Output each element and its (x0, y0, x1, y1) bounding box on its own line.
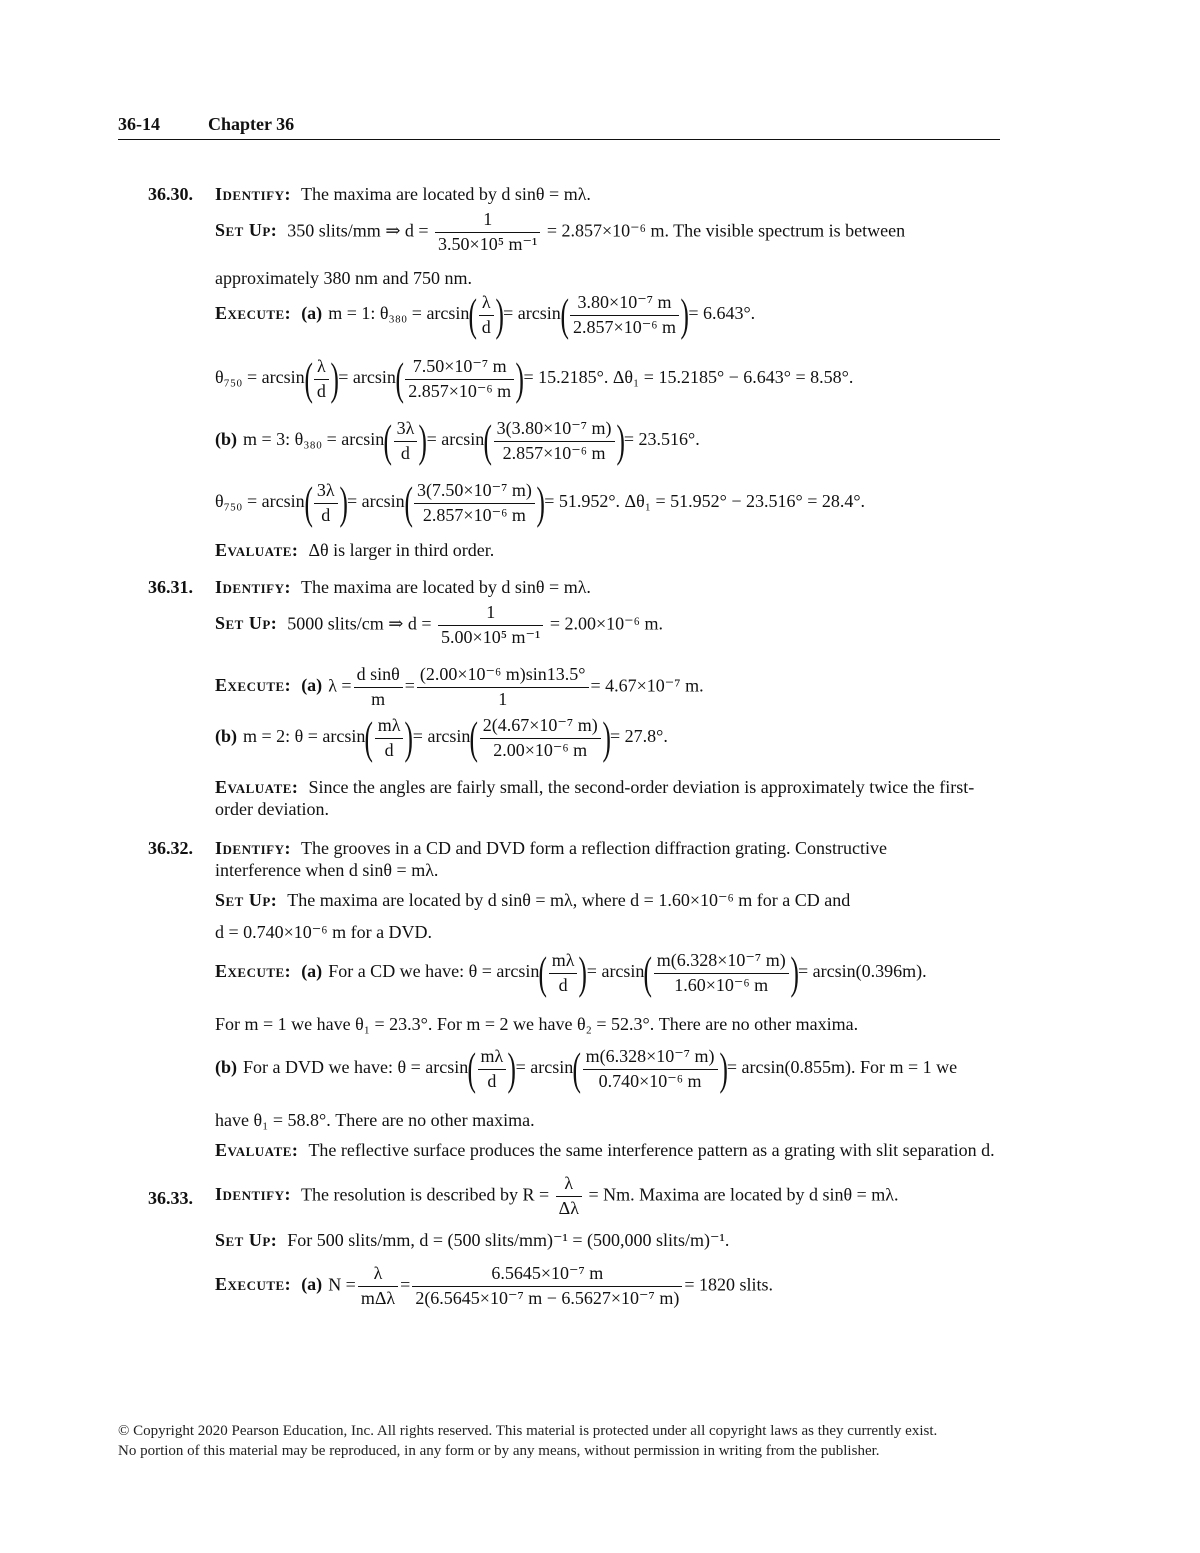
copyright-line-2: No portion of this material may be reproduced, in any form or by any means, without permission in writing from the publisher. (118, 1442, 880, 1459)
identify-line: Identify: The maxima are located by d sinθ = mλ. (215, 577, 591, 597)
page-header (118, 114, 1000, 140)
problem-number: 36.33. (148, 1188, 193, 1208)
execute-a-result: For m = 1 we have θ₁ = 23.3°. For m = 2 we have θ₂ = 52.3°. There are no other maxima. (215, 1014, 859, 1034)
copyright-line-1: © Copyright 2020 Pearson Education, Inc. All rights reserved. This material is protected under all copyright laws as they currently exist. (118, 1423, 938, 1439)
identify-line: Identify: The resolution is described by R = $\frac{\lambda}{\Delta\lambda}$ = Nm. Maxima are located by d sinθ = mλ. (215, 1173, 899, 1218)
setup-continuation: d = 0.740×10⁻⁶ m for a DVD. (215, 922, 433, 942)
execute-a-line: Execute: (a) For a CD we have: θ = arcsin( $\frac{m\lambda}{d}$ )= arcsin( $\frac{\text{m(6.328×10⁻⁷ m)}}{\text{1.60×10⁻⁶ m}}$ )= arcsin(0.396m). (215, 947, 927, 998)
setup-continuation: approximately 380 nm and 750 nm. (215, 268, 472, 288)
execute-b-line: (b) For a DVD we have: θ = arcsin( $\frac{m\lambda}{d}$ )= arcsin( $\frac{\text{m(6.328×10⁻⁷ m)}}{\text{0.740×10⁻⁶ m}}$ )= arcsin(0.855m). For m = 1 we (215, 1043, 958, 1094)
problem-number: 36.31. (148, 577, 193, 597)
execute-b-line: (b) m = 2: θ = arcsin( $\frac{m\lambda}{d}$ )= arcsin( $\frac{\text{2(4.67×10⁻⁷ m)}}{\text{2.00×10⁻⁶ m}}$ )= 27.8°. (215, 712, 668, 763)
execute-a-line: Execute: (a) m = 1: θ₃₈₀ = arcsin( $\frac{\lambda}{d}$ )= arcsin( $\frac{\text{3.80×10⁻⁷ m}}{\text{2.857×10⁻⁶ m}}$ )= 6.643°. (215, 289, 756, 340)
setup-line: Set Up: 5000 slits/cm ⇒ d = $\frac{1}{\text{5.00×10⁵ m⁻¹}}$ = 2.00×10⁻⁶ m. (215, 602, 663, 647)
execute-b2-line: θ₇₅₀ = arcsin( $\frac{3\lambda}{d}$ )= arcsin( $\frac{\text{3(7.50×10⁻⁷ m)}}{\text{2.857×10⁻⁶ m}}$ )= 51.952°. Δθ₁ = 51.952° − 23.516° = 28.4°. (215, 477, 866, 528)
evaluate-line: Evaluate: The reflective surface produces the same interference pattern as a grating with slit separation d. (215, 1140, 995, 1160)
identify-line: Identify: The grooves in a CD and DVD form a reflection diffraction grating. Constructive interference when d sinθ = mλ. (215, 838, 888, 880)
execute-a2-line: θ₇₅₀ = arcsin( $\frac{\lambda}{d}$ )= arcsin( $\frac{\text{7.50×10⁻⁷ m}}{\text{2.857×10⁻⁶ m}}$ )= 15.2185°. Δθ₁ = 15.2185° − 6.643° = 8.58°. (215, 353, 854, 404)
evaluate-line: Evaluate: Since the angles are fairly small, the second-order deviation is approximately twice the first-order deviation. (215, 777, 975, 819)
evaluate-line: Evaluate: Δθ is larger in third order. (215, 540, 495, 560)
setup-line: Set Up: The maxima are located by d sinθ = mλ, where d = 1.60×10⁻⁶ m for a CD and (215, 890, 851, 910)
execute-a-line: Execute: (a) N = $\frac{\lambda}{\text{mΔλ}}$ = $\frac{\text{6.5645×10⁻⁷ m}}{\text{2(6.5645×10⁻⁷ m − 6.5627×10⁻⁷ m)}}$ = 1820 slits. (215, 1263, 773, 1308)
fraction: $\frac{1}{\text{3.50×10⁵ m⁻¹}}$ (435, 210, 540, 255)
execute-b-continuation: have θ₁ = 58.8°. There are no other maxima. (215, 1110, 535, 1130)
setup-line: Set Up: 350 slits/mm ⇒ d = $\frac{1}{\text{3.50×10⁵ m⁻¹}}$ = 2.857×10⁻⁶ m. The visible spectrum is between (215, 209, 906, 254)
page-number: 36-14 (118, 114, 160, 134)
execute-b-line: (b) m = 3: θ₃₈₀ = arcsin( $\frac{3\lambda}{d}$ )= arcsin( $\frac{\text{3(3.80×10⁻⁷ m)}}{\text{2.857×10⁻⁶ m}}$ )= 23.516°. (215, 415, 700, 466)
execute-a-line: Execute: (a) λ = $\frac{\text{d sinθ}}{m}$ = $\frac{\text{(2.00×10⁻⁶ m)sin13.5°}}{1}$ = 4.67×10⁻⁷ m. (215, 664, 704, 709)
copyright-footer (118, 1422, 1008, 1461)
chapter-title: Chapter 36 (208, 114, 295, 134)
problem-number: 36.30. (148, 184, 193, 204)
identify-line: Identify: The maxima are located by d sinθ = mλ. (215, 184, 591, 204)
problem-number: 36.32. (148, 838, 193, 858)
setup-line: Set Up: For 500 slits/mm, d = (500 slits/mm)⁻¹ = (500,000 slits/m)⁻¹. (215, 1230, 730, 1250)
